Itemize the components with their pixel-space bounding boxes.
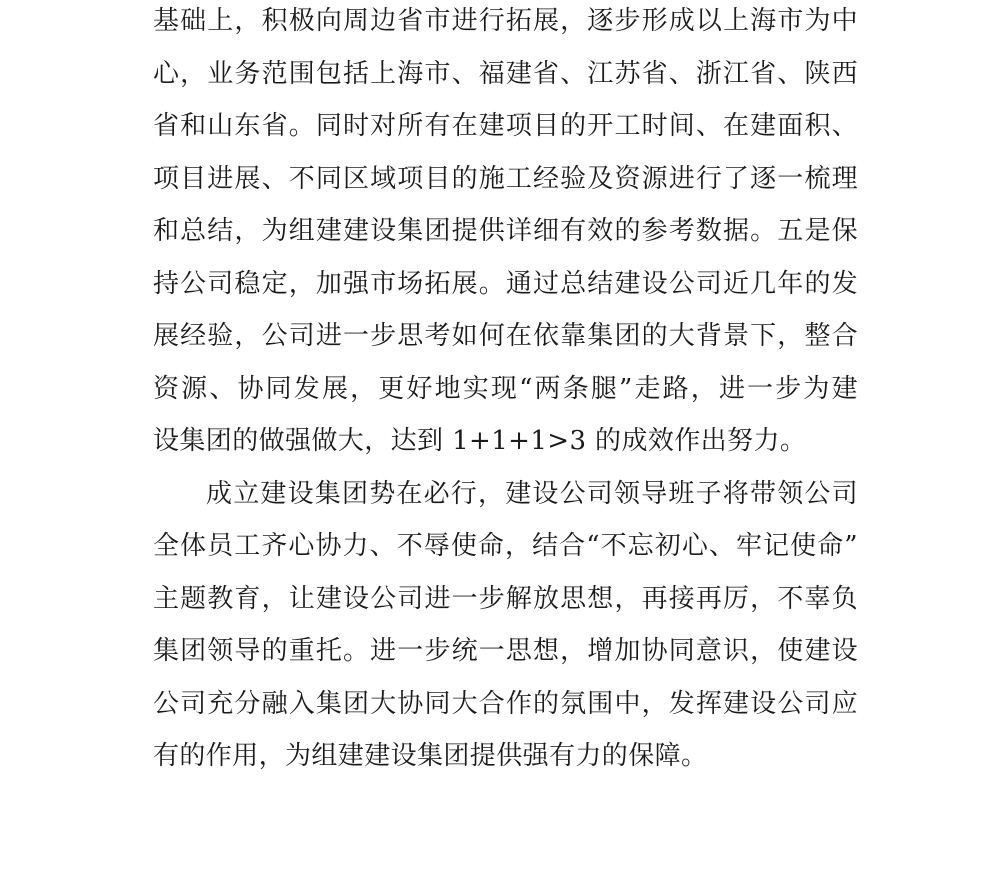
text-line: 成立建设集团势在必行，建设公司领导班子将带领公司 [206,478,858,509]
document-body [153,0,858,783]
text-line: 基础上，积极向周边省市进行拓展，逐步形成以上海市为中 [153,6,858,36]
text-line: 展经验，公司进一步思考如何在依靠集团的大背景下，整合 [153,321,858,351]
text-line: 资源、协同发展，更好地实现“两条腿”走路，进一步为建 [153,373,858,404]
text-line: 设集团的做强做大，达到 1+1+1>3 的成效作出努力。 [153,426,807,456]
paragraph-2 [153,468,858,783]
text-line: 和总结，为组建建设集团提供详细有效的参考数据。五是保 [153,216,858,246]
text-line: 主题教育，让建设公司进一步解放思想，再接再厉，不辜负 [153,583,858,614]
text-line: 集团领导的重托。进一步统一思想，增加协同意识，使建设 [153,636,858,666]
text-line: 省和山东省。同时对所有在建项目的开工时间、在建面积、 [153,111,858,141]
paragraph-1 [153,0,858,468]
text-line: 心，业务范围包括上海市、福建省、江苏省、浙江省、陕西 [153,58,858,89]
text-line: 项目进展、不同区域项目的施工经验及资源进行了逐一梳理 [153,163,858,194]
text-line: 公司充分融入集团大协同大合作的氛围中，发挥建设公司应 [153,688,858,719]
text-line: 有的作用，为组建建设集团提供强有力的保障。 [153,741,708,771]
text-line: 全体员工齐心协力、不辱使命，结合“不忘初心、牢记使命” [153,531,858,561]
text-line: 持公司稳定，加强市场拓展。通过总结建设公司近几年的发 [153,268,858,299]
